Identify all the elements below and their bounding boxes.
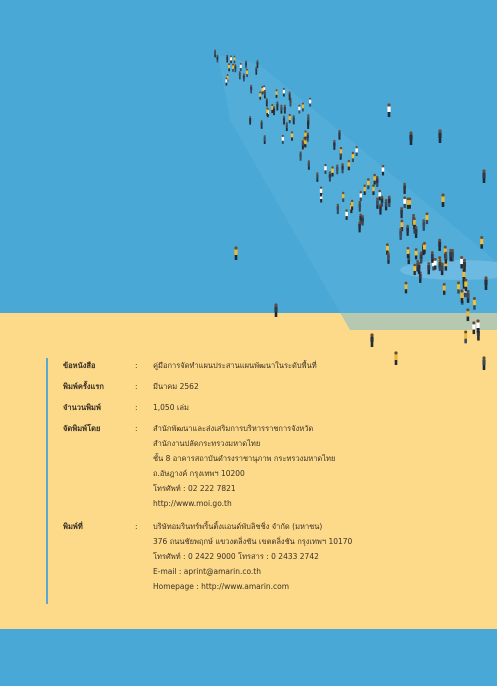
person-figure bbox=[376, 198, 379, 209]
info-row-published-by bbox=[63, 421, 483, 511]
person-figure bbox=[460, 289, 463, 303]
person-figure bbox=[337, 204, 339, 214]
person-figure bbox=[444, 252, 447, 264]
person-figure bbox=[246, 69, 248, 77]
person-figure bbox=[214, 49, 216, 57]
person-figure bbox=[234, 64, 236, 72]
info-value bbox=[153, 519, 352, 594]
person-figure bbox=[351, 200, 353, 210]
person-figure bbox=[420, 251, 423, 263]
person-figure bbox=[379, 204, 382, 215]
person-figure bbox=[370, 333, 373, 347]
person-figure bbox=[307, 133, 309, 142]
person-figure bbox=[336, 164, 338, 174]
person-figure bbox=[261, 86, 263, 94]
person-figure bbox=[441, 193, 444, 207]
person-figure bbox=[302, 140, 304, 149]
person-figure bbox=[308, 160, 310, 170]
person-figure bbox=[466, 308, 469, 321]
person-figure bbox=[340, 147, 342, 157]
person-figure bbox=[289, 92, 291, 101]
person-figure bbox=[407, 197, 410, 208]
person-figure bbox=[284, 105, 286, 114]
person-figure bbox=[358, 221, 361, 232]
person-figure bbox=[283, 116, 285, 125]
person-figure bbox=[249, 116, 251, 125]
person-figure bbox=[333, 140, 335, 150]
person-figure bbox=[463, 259, 466, 272]
person-figure bbox=[427, 262, 430, 274]
person-figure bbox=[484, 276, 487, 290]
person-figure bbox=[266, 108, 268, 117]
person-figure bbox=[329, 171, 331, 181]
person-figure bbox=[338, 130, 340, 140]
info-value-line: โทรศัพท์ : 0 2422 9000 โทรสาร : 0 2433 2742 bbox=[153, 552, 319, 561]
info-colon: : bbox=[135, 424, 138, 433]
person-figure bbox=[409, 131, 412, 145]
info-colon: : bbox=[135, 361, 138, 370]
info-value-line: มีนาคม 2562 bbox=[153, 382, 199, 391]
person-figure bbox=[304, 138, 306, 147]
info-value-line: สำนักงานปลัดกระทรวงมหาดไทย bbox=[153, 439, 261, 448]
person-figure bbox=[422, 219, 425, 231]
info-value-line: 376 ถนนชัยพฤกษ์ แขวงตลิ่งชัน เขตตลิ่งชัน กรุงเทพฯ 10170 bbox=[153, 537, 353, 546]
person-figure bbox=[275, 89, 277, 98]
person-figure bbox=[291, 131, 293, 140]
person-figure bbox=[472, 321, 475, 334]
person-figure bbox=[274, 303, 277, 317]
person-figure bbox=[348, 160, 350, 170]
info-label: ข้อหนังสือ bbox=[63, 361, 96, 370]
person-figure bbox=[259, 91, 261, 99]
person-figure bbox=[360, 191, 362, 201]
person-figure bbox=[438, 239, 441, 251]
person-figure bbox=[482, 169, 485, 183]
info-value bbox=[153, 358, 317, 373]
info-value-line: ชั้น 8 อาคารสถาบันดำรงราชานุภาพ กระทรวงมหาดไทย bbox=[153, 454, 336, 463]
person-figure bbox=[443, 283, 446, 295]
info-value bbox=[153, 379, 199, 394]
person-figure bbox=[320, 186, 322, 196]
person-figure bbox=[245, 61, 247, 69]
info-value-line: E-mail : aprint@amarin.co.th bbox=[153, 567, 261, 576]
person-figure bbox=[307, 114, 309, 123]
person-figure bbox=[228, 63, 230, 71]
person-figure bbox=[415, 226, 418, 238]
person-figure bbox=[264, 135, 266, 144]
person-figure bbox=[407, 247, 410, 258]
person-figure bbox=[434, 258, 437, 270]
person-figure bbox=[423, 242, 426, 254]
person-figure bbox=[264, 90, 266, 99]
bottom-band bbox=[0, 629, 497, 686]
person-figure bbox=[286, 122, 288, 131]
person-figure bbox=[457, 281, 460, 293]
person-figure bbox=[438, 129, 441, 143]
person-figure bbox=[372, 184, 375, 195]
info-row-print-count bbox=[63, 400, 483, 415]
person-figure bbox=[266, 98, 268, 106]
person-figure bbox=[388, 196, 391, 207]
person-figure bbox=[243, 73, 245, 81]
person-figure bbox=[378, 190, 381, 201]
info-value-line: บริษัทอมรินทร์พริ้นติ้งแอนด์พับลิชชิ่ง จำกัด (มหาชน) bbox=[153, 522, 323, 531]
person-figure bbox=[480, 236, 483, 249]
person-figure bbox=[352, 152, 354, 162]
person-figure bbox=[234, 56, 236, 64]
person-figure bbox=[324, 164, 326, 174]
person-figure bbox=[415, 248, 418, 259]
person-figure bbox=[405, 282, 408, 294]
person-figure bbox=[355, 146, 357, 156]
person-figure bbox=[387, 252, 390, 263]
person-figure bbox=[476, 319, 479, 333]
info-value-line: สำนักพัฒนาและส่งเสริมการบริหารราชการจังหวัด bbox=[153, 424, 314, 433]
person-figure bbox=[309, 98, 311, 107]
info-label: พิมพ์ครั้งแรก bbox=[63, 382, 104, 391]
person-figure bbox=[302, 102, 304, 111]
info-colon: : bbox=[135, 382, 138, 391]
person-figure bbox=[273, 106, 275, 115]
person-figure bbox=[341, 163, 343, 173]
person-figure bbox=[298, 105, 300, 114]
info-value-line: โทรศัพท์ : 02 222 7821 bbox=[153, 484, 236, 493]
person-figure bbox=[449, 249, 452, 261]
person-figure bbox=[367, 178, 370, 189]
colophon-info bbox=[63, 358, 483, 600]
person-figure bbox=[232, 64, 234, 72]
person-figure bbox=[382, 165, 385, 176]
person-figure bbox=[299, 151, 301, 160]
person-figure bbox=[373, 174, 376, 185]
person-figure bbox=[217, 55, 219, 63]
person-figure bbox=[361, 215, 364, 226]
person-figure bbox=[255, 67, 257, 75]
person-figure bbox=[225, 77, 227, 85]
person-figure bbox=[239, 71, 241, 79]
person-figure bbox=[400, 207, 403, 218]
person-figure bbox=[363, 185, 365, 195]
person-figure bbox=[385, 199, 388, 210]
accent-line bbox=[46, 358, 48, 604]
person-figure bbox=[403, 183, 406, 194]
person-figure bbox=[431, 251, 434, 263]
info-row-first-print bbox=[63, 379, 483, 394]
person-figure bbox=[413, 264, 416, 275]
info-row-printed-at bbox=[63, 519, 483, 594]
info-value bbox=[153, 400, 189, 415]
person-figure bbox=[261, 120, 263, 129]
person-figure bbox=[276, 101, 278, 110]
person-figure bbox=[441, 262, 444, 275]
info-value-line: ถ.อัษฎางค์ กรุงเทพฯ 10200 bbox=[153, 469, 245, 478]
info-label: จัดพิมพ์โดย bbox=[63, 424, 101, 433]
person-figure bbox=[316, 172, 318, 182]
person-figure bbox=[376, 176, 379, 187]
info-value-line: คู่มือการจัดทำแผนประสานแผนพัฒนาในระดับพื้นที่ bbox=[153, 361, 317, 370]
info-value bbox=[153, 421, 335, 511]
info-value-line: Homepage : http://www.amarin.com bbox=[153, 582, 290, 591]
person-figure bbox=[359, 201, 362, 212]
person-figure bbox=[280, 105, 282, 114]
person-figure bbox=[234, 246, 237, 260]
person-figure bbox=[230, 55, 232, 63]
person-figure bbox=[345, 209, 348, 220]
person-figure bbox=[240, 63, 242, 71]
person-figure bbox=[282, 135, 284, 144]
info-colon: : bbox=[135, 403, 138, 412]
info-label: พิมพ์ที่ bbox=[63, 522, 83, 531]
person-figure bbox=[426, 212, 429, 224]
person-figure bbox=[399, 228, 402, 240]
person-figure bbox=[418, 262, 421, 274]
person-figure bbox=[464, 278, 467, 291]
person-figure bbox=[289, 114, 291, 123]
info-row-title bbox=[63, 358, 483, 373]
info-value-line: 1,050 เล่ม bbox=[153, 403, 189, 412]
person-figure bbox=[342, 192, 344, 202]
info-label: จำนวนพิมพ์ bbox=[63, 403, 101, 412]
person-figure bbox=[406, 225, 409, 236]
person-figure bbox=[464, 331, 467, 344]
person-figure bbox=[331, 166, 333, 176]
info-colon: : bbox=[135, 522, 138, 531]
person-figure bbox=[283, 88, 285, 97]
person-figure bbox=[460, 256, 463, 269]
person-figure bbox=[473, 297, 476, 310]
person-figure bbox=[403, 196, 406, 208]
person-figure bbox=[226, 55, 228, 63]
person-figure bbox=[467, 290, 470, 303]
person-figure bbox=[250, 85, 252, 94]
info-value-line: http://www.moi.go.th bbox=[153, 499, 232, 508]
person-figure bbox=[387, 103, 390, 117]
person-figure bbox=[293, 115, 295, 124]
